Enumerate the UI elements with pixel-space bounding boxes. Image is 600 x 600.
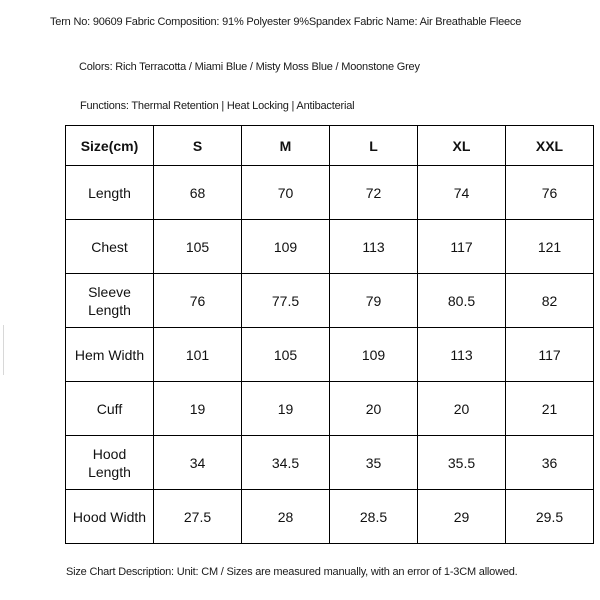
table-cell: 19 <box>242 382 330 436</box>
table-cell: 117 <box>506 328 594 382</box>
table-cell: 113 <box>418 328 506 382</box>
table-cell: 105 <box>154 220 242 274</box>
table-cell: 20 <box>418 382 506 436</box>
table-cell: 20 <box>330 382 418 436</box>
table-cell: 109 <box>242 220 330 274</box>
functions-line: Functions: Thermal Retention | Heat Locking | Antibacterial <box>80 100 355 112</box>
table-cell: 68 <box>154 166 242 220</box>
table-cell: 70 <box>242 166 330 220</box>
table-cell: 76 <box>154 274 242 328</box>
table-cell: 117 <box>418 220 506 274</box>
table-cell: 36 <box>506 436 594 490</box>
row-label-chest <box>66 220 154 274</box>
row-label-hem-width <box>66 328 154 382</box>
row-label-text: Cuff <box>96 400 123 417</box>
table-cell: 72 <box>330 166 418 220</box>
column-header-s: S <box>154 126 242 166</box>
table-cell: 35 <box>330 436 418 490</box>
row-label-hood-length <box>66 436 154 490</box>
size-chart-table <box>65 125 594 544</box>
table-cell: 21 <box>506 382 594 436</box>
table-cell: 76 <box>506 166 594 220</box>
table-cell: 35.5 <box>418 436 506 490</box>
table-cell: 29.5 <box>506 490 594 544</box>
table-cell: 121 <box>506 220 594 274</box>
row-label-text: Chest <box>91 238 128 255</box>
table-row <box>66 490 594 544</box>
table-cell: 27.5 <box>154 490 242 544</box>
table-cell: 28 <box>242 490 330 544</box>
colors-line: Colors: Rich Terracotta / Miami Blue / Misty Moss Blue / Moonstone Grey <box>79 61 420 73</box>
table-cell: 74 <box>418 166 506 220</box>
table-cell: 34 <box>154 436 242 490</box>
table-cell: 19 <box>154 382 242 436</box>
table-cell: 101 <box>154 328 242 382</box>
table-cell: 82 <box>506 274 594 328</box>
table-cell: 28.5 <box>330 490 418 544</box>
table-cell: 105 <box>242 328 330 382</box>
column-header-size: Size(cm) <box>66 126 154 166</box>
table-row <box>66 328 594 382</box>
table-cell: 80.5 <box>418 274 506 328</box>
table-cell: 77.5 <box>242 274 330 328</box>
table-row <box>66 220 594 274</box>
size-chart-description: Size Chart Description: Unit: CM / Sizes are measured manually, with an error of 1-3CM allowed. <box>66 566 518 578</box>
row-label-sleeve-length <box>66 274 154 328</box>
row-label-text: Length <box>88 184 131 201</box>
table-row <box>66 166 594 220</box>
column-header-m: M <box>242 126 330 166</box>
edge-divider <box>3 325 4 375</box>
column-header-xl: XL <box>418 126 506 166</box>
table-cell: 29 <box>418 490 506 544</box>
row-label-text: Length <box>88 463 131 480</box>
row-label-text: Length <box>88 301 131 318</box>
table-cell: 34.5 <box>242 436 330 490</box>
table-header-row <box>66 126 594 166</box>
column-header-xxl: XXL <box>506 126 594 166</box>
row-label-length <box>66 166 154 220</box>
row-label-text: Hood Width <box>72 508 147 525</box>
row-label-text: Hood <box>92 445 127 462</box>
row-label-hood-width <box>66 490 154 544</box>
table-cell: 113 <box>330 220 418 274</box>
row-label-text: Sleeve <box>88 283 131 300</box>
table-row <box>66 436 594 490</box>
table-row <box>66 382 594 436</box>
row-label-cuff <box>66 382 154 436</box>
table-cell: 79 <box>330 274 418 328</box>
table-cell: 109 <box>330 328 418 382</box>
table-row <box>66 274 594 328</box>
column-header-l: L <box>330 126 418 166</box>
row-label-text: Hem Width <box>74 346 145 363</box>
product-info-line: Tern No: 90609 Fabric Composition: 91% Polyester 9%Spandex Fabric Name: Air Breathable Fleece <box>50 16 522 28</box>
